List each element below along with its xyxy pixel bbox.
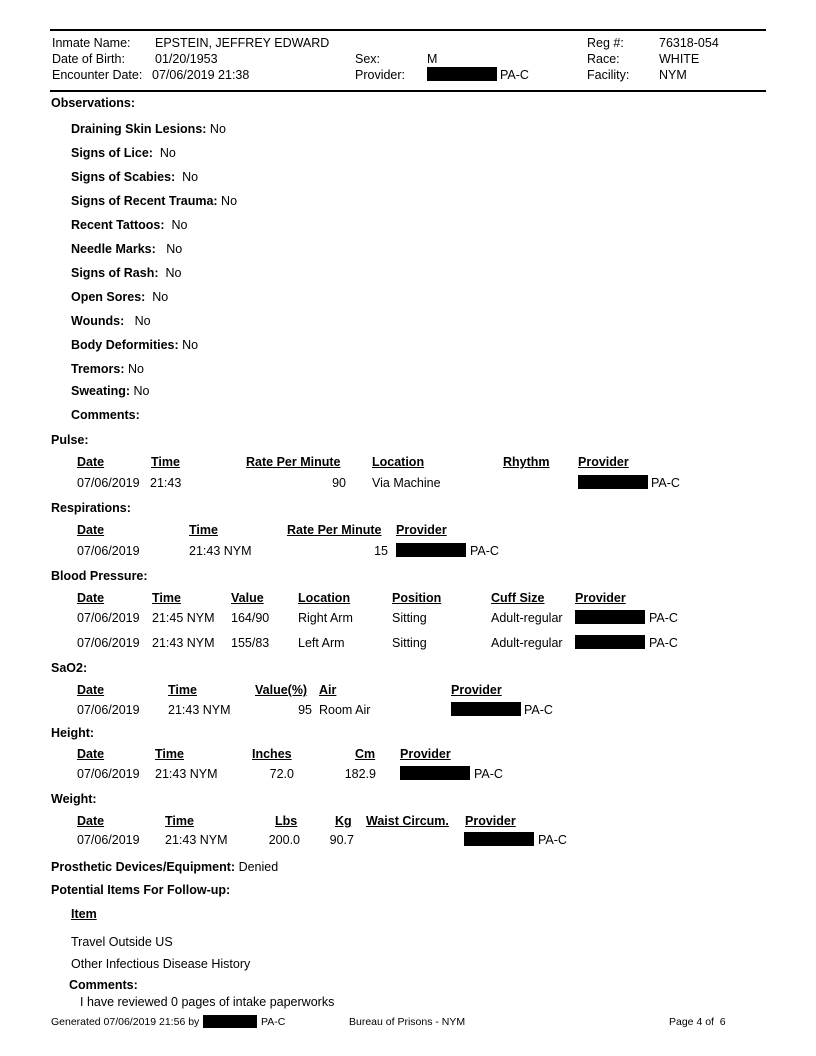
observation-label: Needle Marks: bbox=[71, 242, 156, 256]
bp-position: Sitting bbox=[392, 611, 427, 625]
weight-time: 21:43 NYM bbox=[165, 833, 228, 847]
observation-label: Signs of Scabies: bbox=[71, 170, 176, 184]
sao2-provider-suffix: PA-C bbox=[524, 703, 553, 717]
observation-item bbox=[71, 218, 187, 232]
respirations-provider-suffix: PA-C bbox=[470, 544, 499, 558]
respirations-rate: 15 bbox=[374, 544, 388, 558]
followup-item: Other Infectious Disease History bbox=[71, 957, 251, 971]
observation-item bbox=[71, 242, 182, 256]
weight-title: Weight: bbox=[51, 792, 97, 806]
followup-comment: I have reviewed 0 pages of intake paperworks bbox=[80, 995, 335, 1009]
column-header: Rhythm bbox=[503, 455, 550, 469]
column-header: Cuff Size bbox=[491, 591, 545, 605]
respirations-time: 21:43 NYM bbox=[189, 544, 252, 558]
provider-label: Provider: bbox=[355, 68, 406, 82]
pulse-title: Pulse: bbox=[51, 433, 89, 447]
sao2-time: 21:43 NYM bbox=[168, 703, 231, 717]
column-header: Time bbox=[165, 814, 194, 828]
column-header: Position bbox=[392, 591, 442, 605]
column-header: Date bbox=[77, 747, 105, 761]
footer-generated: Generated 07/06/2019 21:56 by bbox=[51, 1016, 200, 1028]
column-header: Provider bbox=[465, 814, 516, 828]
bp-cuff-size: Adult-regular bbox=[491, 636, 563, 650]
observation-item bbox=[71, 290, 168, 304]
reg-label: Reg #: bbox=[587, 36, 624, 50]
inmate-name: EPSTEIN, JEFFREY EDWARD bbox=[155, 36, 330, 50]
weight-kg: 90.7 bbox=[329, 833, 354, 847]
observation-value: No bbox=[165, 266, 182, 280]
header-bottom-rule bbox=[50, 90, 766, 92]
sex: M bbox=[427, 52, 438, 66]
observation-label: Open Sores: bbox=[71, 290, 146, 304]
observation-value: No bbox=[171, 218, 188, 232]
dob: 01/20/1953 bbox=[155, 52, 218, 66]
height-cm: 182.9 bbox=[344, 767, 376, 781]
bp-position: Sitting bbox=[392, 636, 427, 650]
prosthetic-value: Denied bbox=[238, 860, 279, 874]
sao2-value: 95 bbox=[298, 703, 312, 717]
column-header: Date bbox=[77, 591, 105, 605]
bp-date: 07/06/2019 bbox=[77, 636, 140, 650]
facility: NYM bbox=[659, 68, 687, 82]
sao2-air: Room Air bbox=[319, 703, 371, 717]
race-label: Race: bbox=[587, 52, 620, 66]
weight-date: 07/06/2019 bbox=[77, 833, 140, 847]
observation-item bbox=[71, 338, 198, 352]
followup-comments-label: Comments: bbox=[69, 978, 138, 992]
column-header: Location bbox=[298, 591, 351, 605]
column-header: Lbs bbox=[275, 814, 298, 828]
observation-value: No bbox=[133, 384, 150, 398]
facility-label: Facility: bbox=[587, 68, 630, 82]
bp-provider-suffix: PA-C bbox=[649, 611, 678, 625]
column-header: Cm bbox=[355, 747, 376, 761]
height-date: 07/06/2019 bbox=[77, 767, 140, 781]
column-header: Value(%) bbox=[255, 683, 308, 697]
column-header: Inches bbox=[252, 747, 292, 761]
bp-time: 21:45 NYM bbox=[152, 611, 215, 625]
respirations-title: Respirations: bbox=[51, 501, 131, 515]
observation-item bbox=[71, 384, 150, 398]
column-header: Time bbox=[151, 455, 180, 469]
observation-value: No bbox=[134, 314, 151, 328]
pulse-rate: 90 bbox=[332, 476, 346, 490]
column-header: Date bbox=[77, 455, 105, 469]
bp-provider-suffix: PA-C bbox=[649, 636, 678, 650]
footer-org: Bureau of Prisons - NYM bbox=[349, 1016, 466, 1028]
observation-item bbox=[71, 314, 151, 328]
reg-number: 76318-054 bbox=[659, 36, 719, 50]
height-inches: 72.0 bbox=[269, 767, 294, 781]
pulse-location: Via Machine bbox=[372, 476, 441, 490]
redaction-block bbox=[578, 475, 648, 489]
observation-label: Draining Skin Lesions: bbox=[71, 122, 207, 136]
prosthetic-line bbox=[51, 860, 278, 874]
provider-suffix: PA-C bbox=[500, 68, 529, 82]
redaction-block bbox=[575, 610, 645, 624]
redaction-block bbox=[400, 766, 470, 780]
bp-value: 155/83 bbox=[231, 636, 270, 650]
observation-item bbox=[71, 194, 237, 208]
dob-label: Date of Birth: bbox=[52, 52, 125, 66]
encounter-date: 07/06/2019 21:38 bbox=[152, 68, 250, 82]
column-header: Provider bbox=[578, 455, 629, 469]
observation-item bbox=[71, 122, 226, 136]
height-time: 21:43 NYM bbox=[155, 767, 218, 781]
bp-value: 164/90 bbox=[231, 611, 270, 625]
observation-value: No bbox=[152, 290, 169, 304]
observation-value: No bbox=[182, 170, 199, 184]
column-header: Kg bbox=[335, 814, 352, 828]
sao2-date: 07/06/2019 bbox=[77, 703, 140, 717]
sex-label: Sex: bbox=[355, 52, 381, 66]
observation-value: No bbox=[182, 338, 199, 352]
redaction-block bbox=[427, 67, 497, 81]
redaction-block bbox=[575, 635, 645, 649]
bp-cuff-size: Adult-regular bbox=[491, 611, 563, 625]
column-header: Provider bbox=[451, 683, 502, 697]
observation-item bbox=[71, 362, 144, 376]
observation-label: Body Deformities: bbox=[71, 338, 179, 352]
bp-location: Left Arm bbox=[298, 636, 345, 650]
column-header: Date bbox=[77, 683, 105, 697]
redaction-block bbox=[396, 543, 466, 557]
observation-item bbox=[71, 170, 198, 184]
blood-pressure-title: Blood Pressure: bbox=[51, 569, 148, 583]
encounter-label: Encounter Date: bbox=[52, 68, 143, 82]
followup-item: Travel Outside US bbox=[71, 935, 173, 949]
column-header: Waist Circum. bbox=[366, 814, 449, 828]
height-provider-suffix: PA-C bbox=[474, 767, 503, 781]
respirations-date: 07/06/2019 bbox=[77, 544, 140, 558]
redaction-block bbox=[451, 702, 521, 716]
redaction-block bbox=[203, 1015, 257, 1028]
observation-value: No bbox=[127, 362, 144, 376]
observations-title: Observations: bbox=[51, 96, 136, 110]
prosthetic-label: Prosthetic Devices/Equipment: bbox=[51, 860, 236, 874]
bp-location: Right Arm bbox=[298, 611, 353, 625]
footer-page-number: Page 4 of 6 bbox=[669, 1016, 726, 1028]
sao2-title: SaO2: bbox=[51, 661, 88, 675]
column-header: Date bbox=[77, 523, 105, 537]
weight-provider-suffix: PA-C bbox=[538, 833, 567, 847]
observation-label: Tremors: bbox=[71, 362, 125, 376]
observations-comments-label: Comments: bbox=[71, 408, 140, 422]
weight-lbs: 200.0 bbox=[268, 833, 300, 847]
pulse-date: 07/06/2019 bbox=[77, 476, 140, 490]
column-header: Time bbox=[152, 591, 181, 605]
race: WHITE bbox=[659, 52, 700, 66]
column-header: Time bbox=[189, 523, 218, 537]
observation-label: Wounds: bbox=[71, 314, 125, 328]
column-header: Value bbox=[231, 591, 264, 605]
column-header: Rate Per Minute bbox=[246, 455, 341, 469]
column-header: Rate Per Minute bbox=[287, 523, 382, 537]
observation-value: No bbox=[159, 146, 176, 160]
bp-date: 07/06/2019 bbox=[77, 611, 140, 625]
column-header: Time bbox=[168, 683, 197, 697]
observation-label: Signs of Lice: bbox=[71, 146, 153, 160]
pulse-provider-suffix: PA-C bbox=[651, 476, 680, 490]
column-header: Air bbox=[319, 683, 337, 697]
height-title: Height: bbox=[51, 726, 95, 740]
observation-label: Sweating: bbox=[71, 384, 131, 398]
observation-item bbox=[71, 266, 181, 280]
bp-time: 21:43 NYM bbox=[152, 636, 215, 650]
observation-value: No bbox=[209, 122, 226, 136]
observation-label: Recent Tattoos: bbox=[71, 218, 165, 232]
observation-label: Signs of Rash: bbox=[71, 266, 159, 280]
column-header: Item bbox=[71, 907, 97, 921]
header-top-rule bbox=[50, 29, 766, 31]
pulse-time: 21:43 bbox=[150, 476, 182, 490]
observation-label: Signs of Recent Trauma: bbox=[71, 194, 218, 208]
inmate-name-label: Inmate Name: bbox=[52, 36, 131, 50]
column-header: Date bbox=[77, 814, 105, 828]
followup-title: Potential Items For Follow-up: bbox=[51, 883, 231, 897]
column-header: Location bbox=[372, 455, 425, 469]
column-header: Provider bbox=[396, 523, 447, 537]
footer-provider-suffix: PA-C bbox=[261, 1016, 286, 1028]
column-header: Provider bbox=[575, 591, 626, 605]
observation-value: No bbox=[166, 242, 183, 256]
observation-value: No bbox=[221, 194, 238, 208]
redaction-block bbox=[464, 832, 534, 846]
column-header: Time bbox=[155, 747, 184, 761]
column-header: Provider bbox=[400, 747, 451, 761]
observation-item bbox=[71, 146, 176, 160]
